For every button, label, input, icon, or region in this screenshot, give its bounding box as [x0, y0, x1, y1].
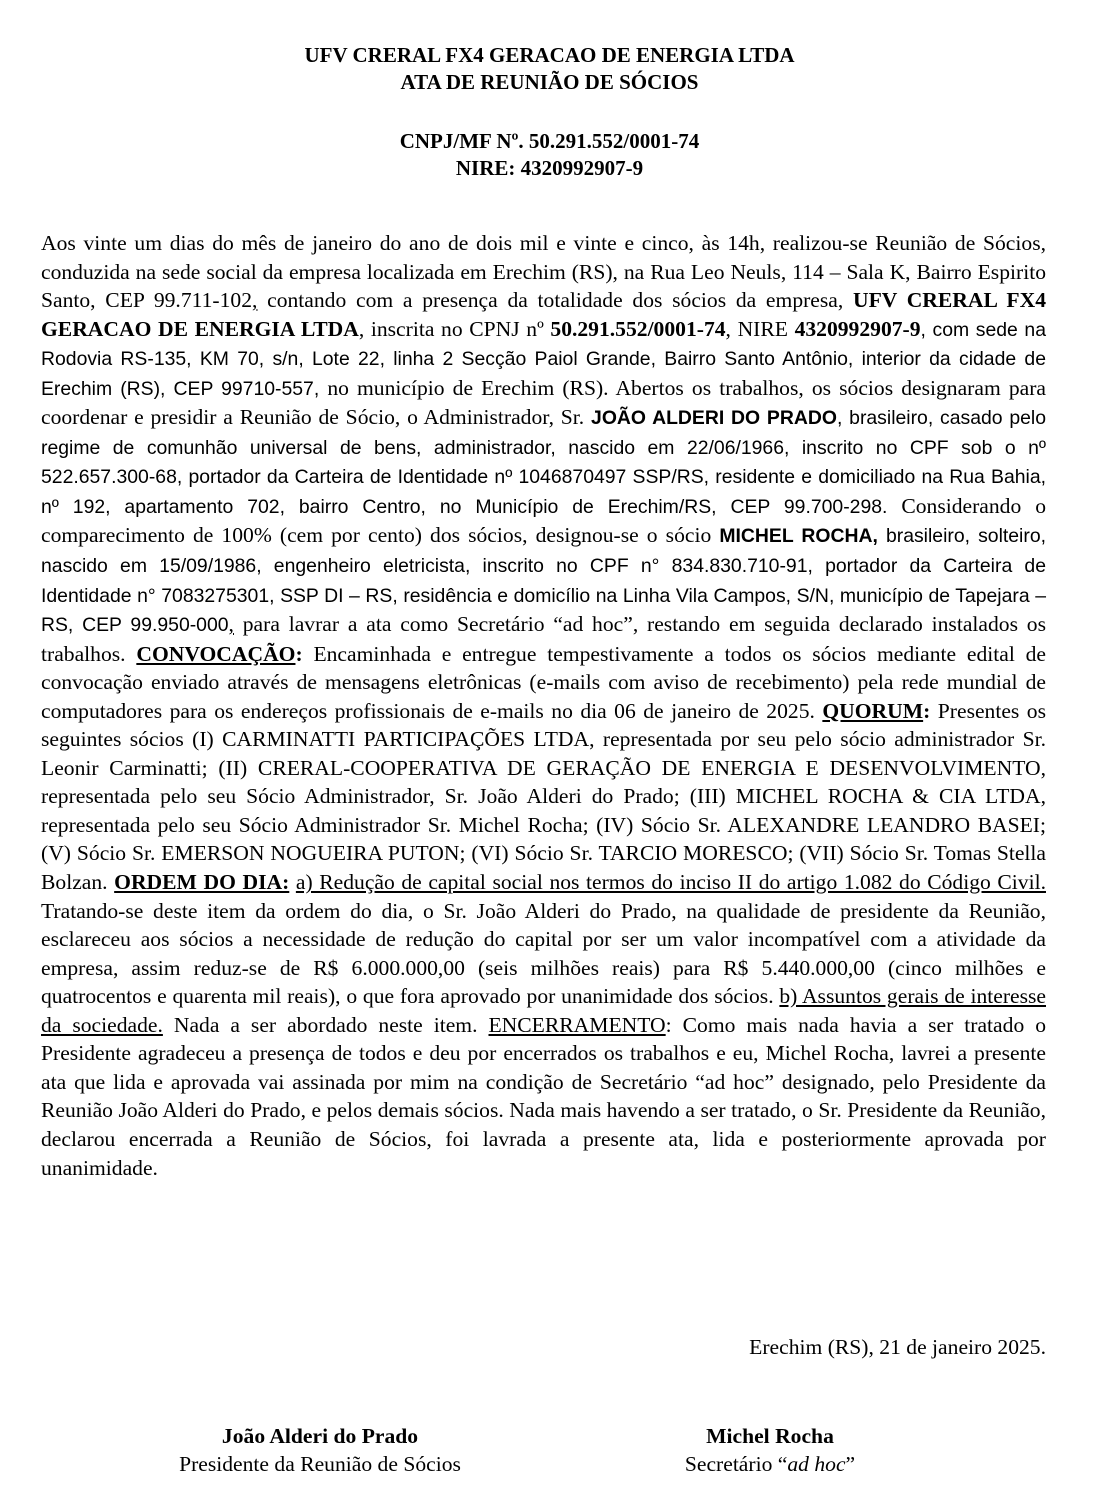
body-text-segment: Considerando o comparecimento de 100% (cem por cento) dos sócios, designou-se o sócio [41, 493, 1046, 548]
convocacao-label: CONVOCAÇÃO [136, 641, 296, 666]
signature-block-president [140, 1422, 500, 1478]
body-text-segment: , [252, 288, 258, 313]
quorum-label: QUORUM [822, 698, 924, 723]
company-nire: 4320992907-9 [794, 316, 921, 341]
signatory-role: Presidente da Reunião de Sócios [179, 1452, 461, 1476]
body-text-segment [289, 870, 296, 894]
agenda-item-b: b) Assuntos gerais de interesse da sociedade. [41, 984, 1046, 1037]
body-text-segment: : [295, 641, 303, 666]
encerramento-label: ENCERRAMENTO [488, 1012, 666, 1037]
company-name: UFV CRERAL FX4 GERACAO DE ENERGIA LTDA [41, 288, 1047, 341]
ordem-do-dia-label: ORDEM DO DIA: [114, 870, 290, 895]
document-title: ATA DE REUNIÃO DE SÓCIOS [400, 70, 699, 94]
secretary-name: MICHEL ROCHA, [719, 525, 878, 548]
body-text-segment: Aos vinte um dias do mês de janeiro do ano de dois mil e vinte e cinco, às 14h, realizou-se Reunião de Sócios, conduzida na sede social da empresa localizada em Erechim (RS), na Rua Leo Neuls, 114 – Sala K, Bairro Espirito Santo, CEP 99.711-102 [41, 231, 1046, 313]
place-and-date: Erechim (RS), 21 de janeiro 2025. [749, 1335, 1046, 1359]
body-text-segment: Encaminhada e entregue tempestivamente a todos os sócios mediante edital de convocação enviado através de mensagens eletrônicas (e-mails com aviso de recebimento) pela rede mundial de computadores para os endereços profissionais de e-mails no dia 06 de janeiro de 2025. [41, 641, 1047, 723]
signature-block-secretary [620, 1422, 920, 1478]
role-text-italic: ad hoc [787, 1452, 846, 1476]
body-text-segment: no município de Erechim (RS). Abertos os trabalhos, os sócios designaram para coordenar e presidir a Reunião de Sócio, o Administrador, Sr. [41, 375, 1046, 430]
role-text: Secretário “ [684, 1452, 788, 1476]
signatory-name: Michel Rocha [706, 1424, 834, 1448]
body-text-segment: : [923, 698, 931, 723]
body-text-segment: : Como mais nada havia a ser tratado o Presidente agradeceu a presença de todos e deu por encerrados os trabalhos e eu, Michel Rocha, lavrei a presente ata que lida e aprovada vai assinada por mim na condição de Secretário “ad hoc” designado, pelo Presidente da Reunião João Alderi do Prado, e pelos demais sócios. Nada mais havendo a ser tratado, o Sr. Presidente da Reunião, declarou encerrada a Reunião de Sócios, foi lavrada a presente ata, lida e posteriormente aprovada por unanimidade. [41, 1012, 1047, 1180]
role-text: ” [845, 1452, 856, 1476]
body-text-segment: Nada a ser abordado neste item. [162, 1012, 489, 1037]
body-text-segment: contando com a presença da totalidade dos sócios da empresa, [257, 288, 853, 313]
administrator-name: JOÃO ALDERI DO PRADO [591, 407, 837, 430]
document-header [0, 42, 1099, 96]
registration-block [0, 128, 1099, 182]
cnpj-line: CNPJ/MF Nº. 50.291.552/0001-74 [399, 129, 700, 153]
body-text-segment: , NIRE [725, 316, 795, 341]
body-text-segment: , brasileiro, casado pelo regime de comunhão universal de bens, administrador, nascido em 22/06/1966, inscrito no CPF sob o nº 522.657.300-68, portador da Carteira de Identidade nº 1046870497 SSP/RS, residente e domiciliado na Rua Bahia, nº 192, apartamento 702, bairro Centro, no Município de Erechim/RS, CEP 99.700-298. [41, 407, 1047, 518]
body-text-segment: Presentes os seguintes sócios (I) CARMINATTI PARTICIPAÇÕES LTDA, representada por seu pelo sócio administrador Sr. Leonir Carminatti; (II) CRERAL-COOPERATIVA DE GERAÇÃO DE ENERGIA E DESENVOLVIMENTO, representada pelo seu Sócio Administrador, Sr. João Alderi do Prado; (III) MICHEL ROCHA & CIA LTDA, representada pelo seu Sócio Administrador Sr. Michel Rocha; (IV) Sócio Sr. ALEXANDRE LEANDRO BASEI; (V) Sócio Sr. EMERSON NOGUEIRA PUTON; (VI) Sócio Sr. TARCIO MORESCO; (VII) Sócio Sr. Tomas Stella Bolzan. [41, 698, 1046, 895]
agenda-item-a: a) Redução de capital social nos termos do inciso II do artigo 1.082 do Código Civil. [295, 870, 1046, 895]
body-text-segment: , com sede na Rodovia RS-135, KM 70, s/n, Lote 22, linha 2 Secção Paiol Grande, Bairro Santo Antônio, interior da cidade de Erechim (RS), CEP 99710-557, [41, 318, 1046, 400]
signatory-role [620, 1450, 920, 1478]
body-text-segment: brasileiro, solteiro, nascido em 15/09/1986, engenheiro eletricista, inscrito no CPF n° 834.830.710-91, portador da Carteira de Identidade n° 7083275301, SSP DI – RS, residência e domicílio na Linha Vila Campos, S/N, município de Tapejara – RS, CEP 99.950-000 [41, 525, 1046, 637]
minutes-body [41, 229, 1046, 1182]
signatory-name: João Alderi do Prado [221, 1424, 419, 1448]
company-cnpj: 50.291.552/0001-74 [550, 316, 726, 341]
company-title: UFV CRERAL FX4 GERACAO DE ENERGIA LTDA [304, 43, 795, 67]
body-text-segment: , [228, 612, 234, 637]
body-text-segment: para lavrar a ata como Secretário “ad hoc”, restando em seguida declarado instalados os trabalhos. [41, 612, 1046, 666]
body-text-segment: Tratando-se deste item da ordem do dia, o Sr. João Alderi do Prado, na qualidade de presidente da Reunião, esclareceu aos sócios a necessidade de redução do capital por ser um valor incompatível com a atividade da empresa, assim reduz-se de R$ 6.000.000,00 (seis milhões reais) para R$ 5.440.000,00 (cinco milhões e quatrocentos e quarenta mil reais), o que fora aprovado por unanimidade dos sócios. [41, 898, 1046, 1009]
body-text-segment: , inscrita no CPNJ nº [358, 316, 551, 341]
nire-line: NIRE: 4320992907-9 [455, 156, 644, 180]
